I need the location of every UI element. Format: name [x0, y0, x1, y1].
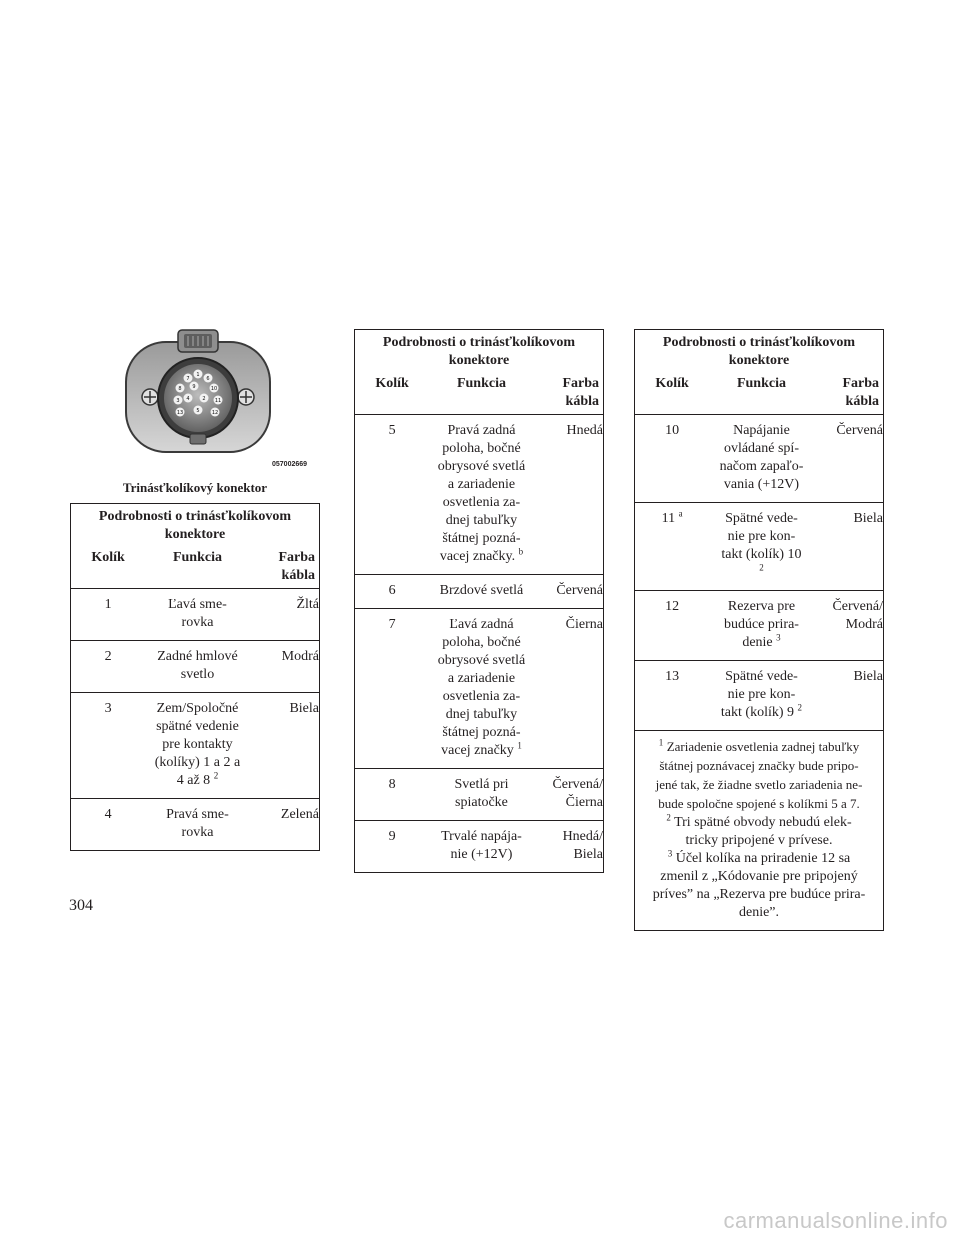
pin-cell: [635, 661, 710, 731]
svg-text:12: 12: [211, 410, 219, 416]
svg-text:11: 11: [214, 398, 222, 404]
pin-number: 13: [665, 669, 680, 684]
header-color: Farba kábla: [534, 373, 604, 415]
wire-color: Biela: [853, 511, 883, 526]
header-pin: Kolík: [355, 373, 430, 415]
function-cell: [145, 693, 250, 799]
wire-color: Zelená: [280, 807, 319, 822]
function-text: Napájanie ovládané spí- načom zapaľo- vania (+12V): [719, 423, 804, 492]
pin-cell: [355, 821, 430, 873]
function-text: Zadné hmlové svetlo: [157, 649, 238, 682]
table-row: [71, 589, 320, 641]
pin-number: 5: [388, 423, 396, 438]
wire-color: Čierna: [565, 617, 603, 632]
svg-text:2: 2: [202, 396, 206, 402]
table-row: [355, 769, 604, 821]
pin-footnote-ref: a: [678, 508, 683, 519]
pin-table-3: [634, 329, 884, 931]
function-cell: [145, 799, 250, 851]
color-cell: [250, 693, 320, 799]
function-cell: [429, 821, 534, 873]
footnote-text: Zariadenie osvetlenia zadnej tabuľky štátnej poznávacej značky bude pripo- jené tak, že žiadne svetlo zariadenia ne- bude spoločne spojené s kolíkmi 5 a 7.: [655, 739, 863, 811]
header-pin: Kolík: [635, 373, 710, 415]
connector-illustration: [118, 328, 278, 488]
watermark: carmanualsonline.info: [723, 1208, 948, 1233]
table-title: Podrobnosti o trinásťkolíkovom konektore: [355, 330, 604, 374]
page-number: 304: [69, 897, 93, 914]
table-row: [355, 821, 604, 873]
function-footnote-ref: 3: [776, 632, 781, 643]
header-function: Funkcia: [429, 373, 534, 415]
pin-number: 7: [388, 617, 396, 632]
function-footnote-ref: 1: [517, 740, 522, 751]
color-cell: [814, 415, 884, 503]
pin-table-1: [70, 503, 320, 851]
pin-cell: [635, 591, 710, 661]
wire-color: Žltá: [296, 597, 319, 612]
footnote: [635, 738, 883, 814]
color-cell: [250, 799, 320, 851]
function-text: Spätné vede- nie pre kon- takt (kolík) 10: [721, 511, 802, 562]
svg-text:1: 1: [196, 372, 200, 378]
table-row: [635, 591, 884, 661]
table-row: [71, 641, 320, 693]
wire-color: Červená/ Čierna: [552, 777, 603, 810]
svg-text:7: 7: [186, 376, 190, 382]
function-cell: [429, 609, 534, 769]
table-row: [355, 415, 604, 575]
function-text: Pravá zadná poloha, bočné obrysové svetlá a zariadenie osvetlenia za- dnej tabuľky štátnej pozná- vacej značky.: [437, 423, 526, 564]
pin-cell: [355, 575, 430, 609]
pin-cell: [635, 503, 710, 591]
pin-cell: [355, 609, 430, 769]
svg-text:3: 3: [176, 398, 180, 404]
header-function: Funkcia: [145, 547, 250, 589]
pin-cell: [71, 589, 146, 641]
color-cell: [534, 415, 604, 575]
pin-cell: [71, 799, 146, 851]
function-cell: [709, 503, 814, 591]
svg-text:5: 5: [196, 408, 200, 414]
svg-text:4: 4: [186, 396, 190, 402]
function-text: Rezerva pre budúce prira- denie: [723, 599, 799, 650]
function-footnote-ref: b: [518, 546, 524, 557]
wire-color: Hnedá: [566, 423, 603, 438]
table-row: [635, 503, 884, 591]
table-row: [71, 693, 320, 799]
function-cell: [429, 769, 534, 821]
pin-cell: [355, 769, 430, 821]
wire-color: Hnedá/ Biela: [562, 829, 603, 862]
color-cell: [534, 609, 604, 769]
pin-number: 3: [104, 701, 112, 716]
function-text: Zem/Spoločné spätné vedenie pre kontakty (kolíky) 1 a 2 a 4 až 8: [154, 701, 241, 788]
wire-color: Biela: [853, 669, 883, 684]
svg-text:9: 9: [192, 384, 196, 390]
svg-text:8: 8: [178, 386, 182, 392]
footnote: [635, 814, 883, 850]
function-text: Ľavá sme- rovka: [168, 597, 227, 630]
function-cell: [709, 415, 814, 503]
function-text: Pravá sme- rovka: [166, 807, 229, 840]
table-title: Podrobnosti o trinásťkolíkovom konektore: [635, 330, 884, 374]
pin-cell: [71, 693, 146, 799]
header-pin: Kolík: [71, 547, 146, 589]
footnote-text: Účel kolíka na priradenie 12 sa zmenil z „Kódovanie pre pripojený prívesˮ na „Rezerva pre budúce prira- denieˮ.: [652, 851, 866, 920]
pin-number: 1: [104, 597, 112, 612]
function-cell: [429, 575, 534, 609]
pin-table-2: [354, 329, 604, 873]
function-text: Svetlá pri spiatočke: [454, 777, 509, 810]
svg-text:10: 10: [210, 386, 218, 392]
wire-color: Červená/ Modrá: [832, 599, 883, 632]
function-footnote-ref: 2: [759, 562, 764, 573]
function-cell: [709, 661, 814, 731]
function-footnote-ref: 2: [797, 702, 803, 713]
function-text: Ľavá zadná poloha, bočné obrysové svetlá a zariadenie osvetlenia za- dnej tabuľky štátnej pozná- vacej značky: [437, 617, 526, 758]
footnote: [635, 850, 883, 922]
function-cell: [145, 589, 250, 641]
footnote-marker: 1: [658, 737, 664, 748]
table-title: Podrobnosti o trinásťkolíkovom konektore: [71, 504, 320, 548]
pin-number: 12: [665, 599, 680, 614]
function-cell: [145, 641, 250, 693]
table-row: [355, 609, 604, 769]
table-row: [635, 661, 884, 731]
pin-cell: [355, 415, 430, 575]
function-text: Brzdové svetlá: [439, 583, 524, 598]
color-cell: [814, 591, 884, 661]
svg-text:6: 6: [206, 376, 210, 382]
footnote-marker: 3: [667, 848, 673, 859]
pin-number: 6: [388, 583, 396, 598]
table-row: [635, 415, 884, 503]
footnotes: [635, 731, 884, 931]
color-cell: [534, 769, 604, 821]
pin-number: 10: [665, 423, 680, 438]
connector-figure: [118, 328, 308, 488]
svg-text:13: 13: [176, 410, 184, 416]
color-cell: [534, 821, 604, 873]
pin-number: 11: [661, 511, 676, 526]
pin-cell: [71, 641, 146, 693]
pin-number: 9: [388, 829, 396, 844]
pin-number: 8: [388, 777, 396, 792]
function-text: Spätné vede- nie pre kon- takt (kolík) 9: [720, 669, 798, 720]
wire-color: Biela: [289, 701, 319, 716]
wire-color: Červená: [556, 583, 603, 598]
figure-code: 057002669: [272, 461, 308, 468]
function-cell: [709, 591, 814, 661]
function-footnote-ref: 2: [213, 770, 219, 781]
function-cell: [429, 415, 534, 575]
function-text: Trvalé napája- nie (+12V): [441, 829, 522, 862]
figure-caption: Trinásťkolíkový konektor: [122, 480, 268, 495]
header-color: Farba kábla: [250, 547, 320, 589]
wire-color: Modrá: [281, 649, 319, 664]
color-cell: [814, 661, 884, 731]
pin-number: 4: [104, 807, 112, 822]
color-cell: [250, 589, 320, 641]
pin-cell: [635, 415, 710, 503]
pin-number: 2: [104, 649, 112, 664]
wire-color: Červená: [836, 423, 883, 438]
footnote-text: Tri spätné obvody nebudú elek- tricky pripojené v prívese.: [674, 815, 852, 848]
color-cell: [250, 641, 320, 693]
header-color: Farba kábla: [814, 373, 884, 415]
table-row: [71, 799, 320, 851]
table-row: [355, 575, 604, 609]
color-cell: [534, 575, 604, 609]
footnote-marker: 2: [666, 812, 671, 823]
color-cell: [814, 503, 884, 591]
header-function: Funkcia: [709, 373, 814, 415]
